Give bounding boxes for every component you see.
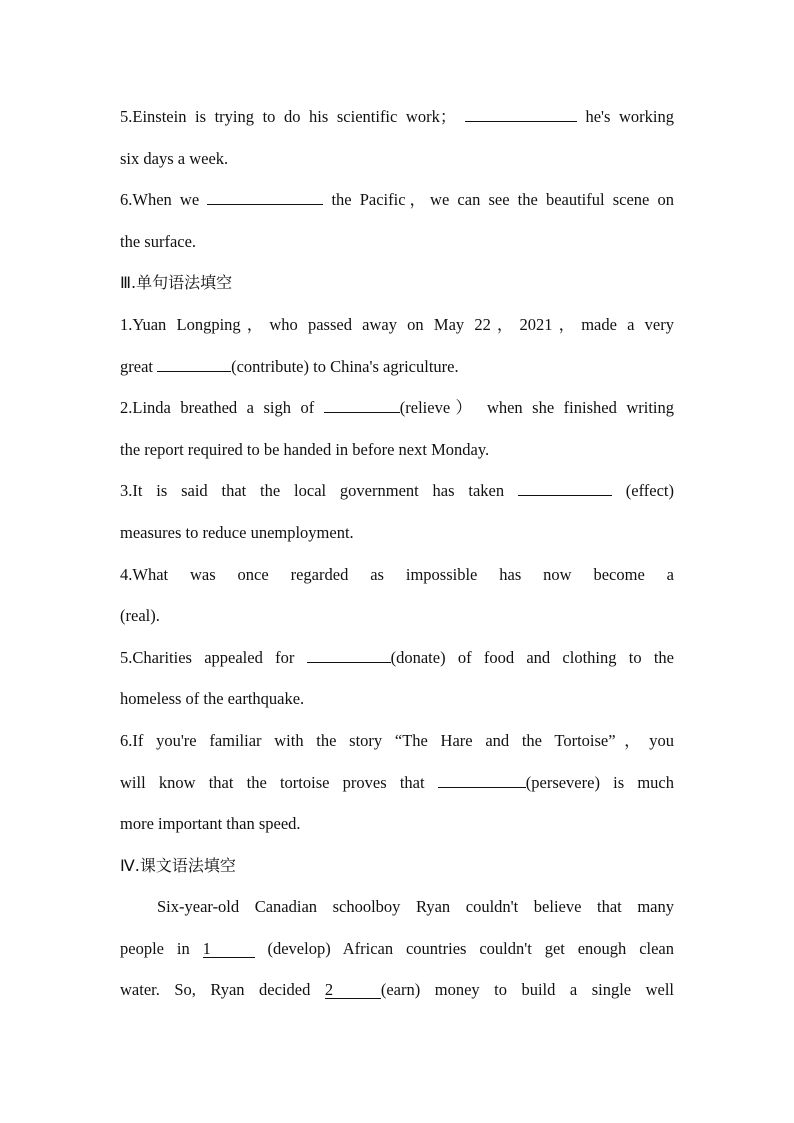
question-3-2-line-1 xyxy=(120,387,674,429)
question-3-1-line-2 xyxy=(120,346,674,388)
word-hint: (contribute) xyxy=(231,356,309,376)
passage-line-2 xyxy=(120,928,674,970)
question-2-6-line-1 xyxy=(120,179,674,221)
question-3-6-line-2 xyxy=(120,762,674,804)
question-text: the Pacific，we can see the beautiful scene on xyxy=(331,190,675,210)
question-3-6-line-3: more important than speed. xyxy=(120,814,301,834)
question-3-3-line-2: measures to reduce unemployment. xyxy=(120,522,354,542)
answer-blank[interactable] xyxy=(518,481,612,496)
question-3-4-line-2: (real). xyxy=(120,606,160,626)
question-text: of food and clothing to the xyxy=(457,647,675,667)
passage-line-3 xyxy=(120,969,674,1011)
answer-blank[interactable] xyxy=(207,190,323,205)
question-3-5-line-1 xyxy=(120,637,674,679)
numbered-blank-1[interactable]: 1 xyxy=(203,941,255,958)
word-hint: (relieve） xyxy=(399,398,478,418)
question-text: 3.It is said that the local government has taken xyxy=(120,481,505,501)
word-hint: (donate) xyxy=(390,647,446,667)
answer-blank[interactable] xyxy=(438,773,526,788)
question-text: 5.Einstein is trying to do his scientific work； xyxy=(120,107,457,126)
word-hint: (earn) xyxy=(380,980,421,1000)
question-text: great xyxy=(120,356,153,376)
word-hint: (develop) xyxy=(267,938,331,958)
word-hint: (effect) xyxy=(625,481,675,501)
question-3-2-line-2: the report required to be handed in before next Monday. xyxy=(120,439,490,459)
numbered-blank-2[interactable]: 2 xyxy=(325,982,381,999)
question-text: when she finished writing xyxy=(486,398,675,418)
question-text: to China's agriculture. xyxy=(313,356,459,376)
question-text: 2.Linda breathed a sigh of xyxy=(120,398,315,418)
answer-blank[interactable] xyxy=(157,357,231,372)
question-text: he's working xyxy=(585,107,675,126)
question-2-6-line-2: the surface. xyxy=(120,231,197,251)
question-text: 6.When we xyxy=(120,190,200,210)
question-2-5-line-2: six days a week. xyxy=(120,148,229,168)
question-text: 5.Charities appealed for xyxy=(120,647,295,667)
passage-text: people in xyxy=(120,938,190,958)
question-3-1-line-1: 1.Yuan Longping，who passed away on May 22，2021，made a very xyxy=(120,314,674,334)
answer-blank[interactable] xyxy=(465,107,577,122)
passage-line-1: Six-year-old Canadian schoolboy Ryan couldn't believe that many xyxy=(157,897,674,917)
passage-text: money to build a single well xyxy=(434,980,675,1000)
section-4-heading: Ⅳ.课文语法填空 xyxy=(120,855,236,875)
question-3-3-line-1 xyxy=(120,470,674,512)
answer-blank[interactable] xyxy=(324,398,400,413)
question-3-6-line-1: 6.If you're familiar with the story “The Hare and the Tortoise”，you xyxy=(120,730,674,750)
worksheet-page xyxy=(120,96,674,1011)
question-3-5-line-2: homeless of the earthquake. xyxy=(120,689,305,709)
question-3-4-line-1: 4.What was once regarded as impossible has now become a xyxy=(120,564,674,584)
answer-blank[interactable] xyxy=(307,648,391,663)
question-text: will know that the tortoise proves that xyxy=(120,772,425,792)
passage-text: water. So, Ryan decided xyxy=(120,980,311,1000)
word-hint: (persevere) xyxy=(525,772,600,792)
question-text: is much xyxy=(613,772,674,792)
section-3-heading: Ⅲ.单句语法填空 xyxy=(120,273,233,293)
passage-text: African countries couldn't get enough clean xyxy=(342,938,674,958)
question-2-5-line-1 xyxy=(120,96,674,138)
